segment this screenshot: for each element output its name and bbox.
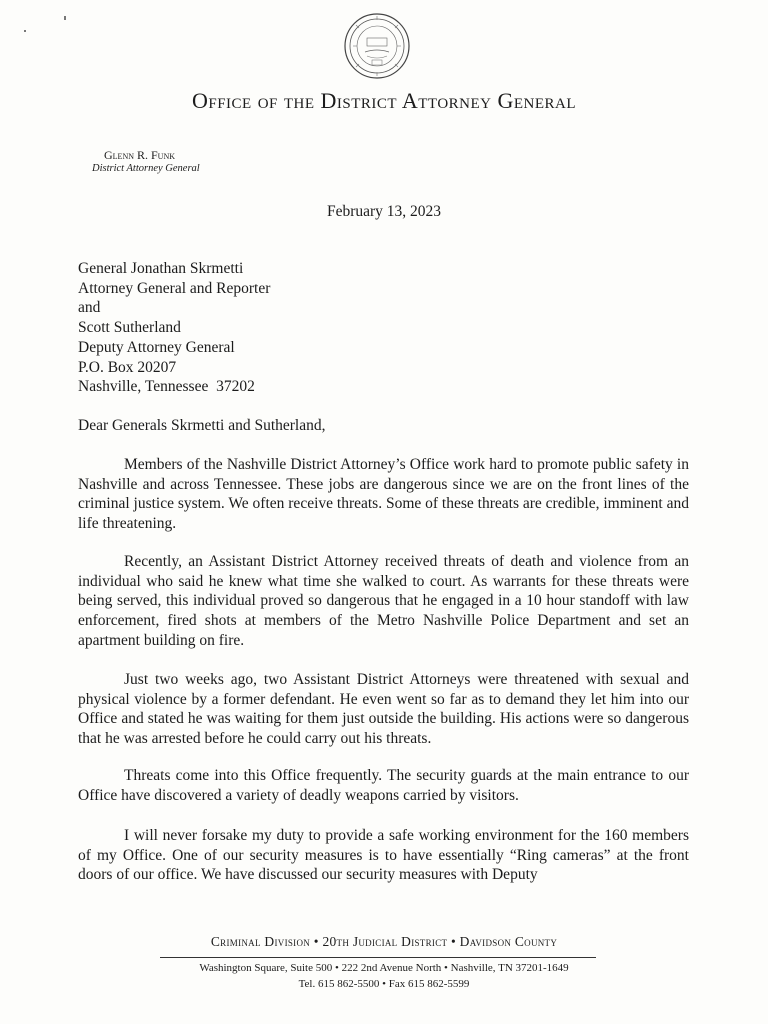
state-seal-icon	[343, 12, 411, 80]
scan-speck	[64, 16, 66, 20]
recipient-line: P.O. Box 20207	[78, 358, 177, 376]
paragraph-text: Just two weeks ago, two Assistant District Attorneys were threatened with sexual and physical violence by a former defendant. He even went so far as to demand they let him into our Office and stated he was waiting for them just outside the building. His actions were so dangerous that he was arrested before he could carry out his threats.	[78, 671, 689, 748]
body-paragraph	[78, 552, 689, 651]
salutation: Dear Generals Skrmetti and Sutherland,	[78, 417, 326, 434]
body-paragraph	[78, 455, 689, 534]
body-paragraph	[78, 766, 689, 805]
body-paragraph	[78, 826, 689, 885]
recipient-line: Deputy Attorney General	[78, 338, 235, 356]
da-name: Glenn R. Funk	[104, 148, 176, 162]
paragraph-text: I will never forsake my duty to provide a safe working environment for the 160 members of my Office. One of our security measures is to have essentially “Ring cameras” at the front doors of our office. We have discussed our security measures with Deputy	[78, 827, 689, 884]
recipient-line: and	[78, 299, 101, 317]
footer-divider	[160, 957, 596, 958]
paragraph-text: Recently, an Assistant District Attorney received threats of death and violence from an individual who said he knew what time she walked to court. As warrants for these threats were being served, this individual proved so dangerous that he engaged in a 10 hour standoff with law enforcement, fired shots at members of the Metro Nashville Police Department and set an apartment building on fire.	[78, 553, 689, 649]
da-title: District Attorney General	[92, 163, 200, 174]
office-title: Office of the District Attorney General	[191, 88, 577, 113]
recipient-line: Scott Sutherland	[78, 319, 181, 337]
scan-speck	[24, 30, 26, 32]
body-paragraph	[78, 670, 689, 749]
recipient-line: Attorney General and Reporter	[78, 279, 271, 297]
letter-date: February 13, 2023	[326, 203, 442, 220]
footer-phone: Tel. 615 862-5500 • Fax 615 862-5599	[298, 978, 470, 990]
paragraph-text: Threats come into this Office frequently. The security guards at the main entrance to our Office have discovered a variety of deadly weapons carried by visitors.	[78, 767, 689, 804]
recipient-line: General Jonathan Skrmetti	[78, 260, 244, 277]
recipient-address	[78, 259, 270, 397]
recipient-line: Nashville, Tennessee 37202	[78, 378, 255, 396]
footer-division: Criminal Division • 20th Judicial District • Davidson County	[210, 934, 558, 949]
footer-address: Washington Square, Suite 500 • 222 2nd Avenue North • Nashville, TN 37201-1649	[199, 962, 569, 974]
paragraph-text: Members of the Nashville District Attorney’s Office work hard to promote public safety in Nashville and across Tennessee. These jobs are dangerous since we are on the front lines of the criminal justice system. We often receive threats. Some of these threats are credible, imminent and life threatening.	[78, 456, 689, 533]
